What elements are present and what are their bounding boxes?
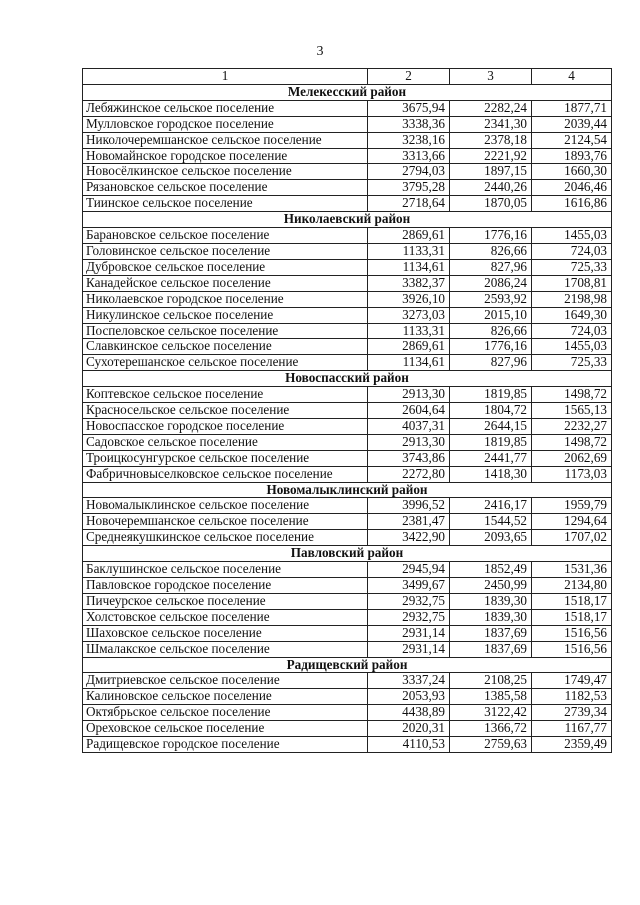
- value-cell-col3: 2093,65: [450, 530, 532, 546]
- settlement-name: Поспеловское сельское поселение: [83, 323, 368, 339]
- value-cell-col4: 1518,17: [532, 609, 612, 625]
- table-row: [83, 148, 612, 164]
- value-cell-col4: 1708,81: [532, 275, 612, 291]
- value-cell-col3: 1385,58: [450, 689, 532, 705]
- district-heading-row: [83, 212, 612, 228]
- value-cell-col4: 1518,17: [532, 593, 612, 609]
- value-cell-col3: 2221,92: [450, 148, 532, 164]
- settlement-name: Барановское сельское поселение: [83, 228, 368, 244]
- settlement-name: Садовское сельское поселение: [83, 434, 368, 450]
- value-cell-col3: 1819,85: [450, 434, 532, 450]
- value-cell-col3: 1837,69: [450, 641, 532, 657]
- district-heading-row: [83, 84, 612, 100]
- settlement-name: Николочеремшанское сельское поселение: [83, 132, 368, 148]
- value-cell-col3: 2644,15: [450, 418, 532, 434]
- table-row: [83, 323, 612, 339]
- column-number: 3: [450, 69, 532, 85]
- value-cell-col4: 1959,79: [532, 498, 612, 514]
- value-cell-col2: 1133,31: [368, 243, 450, 259]
- value-cell-col4: 1707,02: [532, 530, 612, 546]
- district-name: Мелекесский район: [83, 84, 612, 100]
- district-name: Новомалыклинский район: [83, 482, 612, 498]
- value-cell-col4: 2134,80: [532, 578, 612, 594]
- settlement-name: Калиновское сельское поселение: [83, 689, 368, 705]
- value-cell-col3: 2440,26: [450, 180, 532, 196]
- table-row: [83, 291, 612, 307]
- value-cell-col2: 2931,14: [368, 641, 450, 657]
- table-row: [83, 721, 612, 737]
- table-row: [83, 116, 612, 132]
- value-cell-col2: 3795,28: [368, 180, 450, 196]
- value-cell-col2: 3337,24: [368, 673, 450, 689]
- table-row: [83, 609, 612, 625]
- table-row: [83, 275, 612, 291]
- table-row: [83, 498, 612, 514]
- value-cell-col4: 1649,30: [532, 307, 612, 323]
- value-cell-col4: 1173,03: [532, 466, 612, 482]
- settlement-name: Коптевское сельское поселение: [83, 387, 368, 403]
- table-row: [83, 243, 612, 259]
- settlement-name: Пичеурское сельское поселение: [83, 593, 368, 609]
- table-row: [83, 339, 612, 355]
- settlement-name: Славкинское сельское поселение: [83, 339, 368, 355]
- table-row: [83, 387, 612, 403]
- value-cell-col4: 1498,72: [532, 387, 612, 403]
- value-cell-col3: 2015,10: [450, 307, 532, 323]
- value-cell-col4: 1516,56: [532, 625, 612, 641]
- settlement-name: Новомайнское городское поселение: [83, 148, 368, 164]
- table-row: [83, 259, 612, 275]
- value-cell-col4: 725,33: [532, 259, 612, 275]
- value-cell-col3: 1852,49: [450, 562, 532, 578]
- value-cell-col2: 3313,66: [368, 148, 450, 164]
- value-cell-col3: 2593,92: [450, 291, 532, 307]
- value-cell-col4: 1455,03: [532, 339, 612, 355]
- settlement-name: Холстовское сельское поселение: [83, 609, 368, 625]
- table-row: [83, 530, 612, 546]
- column-number-row: [83, 69, 612, 85]
- table-row: [83, 418, 612, 434]
- value-cell-col2: 2020,31: [368, 721, 450, 737]
- value-cell-col3: 2378,18: [450, 132, 532, 148]
- district-heading-row: [83, 546, 612, 562]
- table-row: [83, 466, 612, 482]
- settlement-name: Новочеремшанское сельское поселение: [83, 514, 368, 530]
- settlement-name: Шмалакское сельское поселение: [83, 641, 368, 657]
- value-cell-col3: 1819,85: [450, 387, 532, 403]
- value-cell-col3: 1870,05: [450, 196, 532, 212]
- settlement-name: Новомалыклинское сельское поселение: [83, 498, 368, 514]
- district-name: Новоспасский район: [83, 371, 612, 387]
- value-cell-col2: 2718,64: [368, 196, 450, 212]
- value-cell-col3: 1837,69: [450, 625, 532, 641]
- settlement-name: Среднеякушкинское сельское поселение: [83, 530, 368, 546]
- value-cell-col2: 2794,03: [368, 164, 450, 180]
- value-cell-col2: 3996,52: [368, 498, 450, 514]
- value-cell-col2: 3926,10: [368, 291, 450, 307]
- value-cell-col4: 1498,72: [532, 434, 612, 450]
- value-cell-col3: 1418,30: [450, 466, 532, 482]
- value-cell-col2: 3743,86: [368, 450, 450, 466]
- value-cell-col2: 3382,37: [368, 275, 450, 291]
- value-cell-col3: 2450,99: [450, 578, 532, 594]
- settlement-name: Радищевское городское поселение: [83, 737, 368, 753]
- tariff-table: [82, 68, 612, 753]
- column-number: 4: [532, 69, 612, 85]
- settlement-name: Баклушинское сельское поселение: [83, 562, 368, 578]
- value-cell-col2: 2932,75: [368, 593, 450, 609]
- value-cell-col3: 827,96: [450, 355, 532, 371]
- table-row: [83, 403, 612, 419]
- value-cell-col3: 2759,63: [450, 737, 532, 753]
- table-row: [83, 180, 612, 196]
- settlement-name: Красносельское сельское поселение: [83, 403, 368, 419]
- value-cell-col2: 2381,47: [368, 514, 450, 530]
- value-cell-col3: 2341,30: [450, 116, 532, 132]
- value-cell-col3: 1776,16: [450, 339, 532, 355]
- settlement-name: Лебяжинское сельское поселение: [83, 100, 368, 116]
- district-name: Радищевский район: [83, 657, 612, 673]
- value-cell-col4: 2232,27: [532, 418, 612, 434]
- value-cell-col3: 826,66: [450, 243, 532, 259]
- table-row: [83, 593, 612, 609]
- table-row: [83, 100, 612, 116]
- value-cell-col4: 2124,54: [532, 132, 612, 148]
- value-cell-col3: 827,96: [450, 259, 532, 275]
- value-cell-col3: 3122,42: [450, 705, 532, 721]
- table-row: [83, 355, 612, 371]
- value-cell-col3: 2416,17: [450, 498, 532, 514]
- value-cell-col3: 2108,25: [450, 673, 532, 689]
- settlement-name: Дмитриевское сельское поселение: [83, 673, 368, 689]
- table-row: [83, 514, 612, 530]
- value-cell-col4: 2198,98: [532, 291, 612, 307]
- settlement-name: Канадейское сельское поселение: [83, 275, 368, 291]
- value-cell-col2: 2932,75: [368, 609, 450, 625]
- page-number: 3: [316, 44, 324, 59]
- settlement-name: Рязановское сельское поселение: [83, 180, 368, 196]
- value-cell-col2: 2931,14: [368, 625, 450, 641]
- settlement-name: Новосёлкинское сельское поселение: [83, 164, 368, 180]
- value-cell-col2: 1133,31: [368, 323, 450, 339]
- settlement-name: Шаховское сельское поселение: [83, 625, 368, 641]
- value-cell-col4: 1531,36: [532, 562, 612, 578]
- value-cell-col2: 2913,30: [368, 387, 450, 403]
- value-cell-col4: 1565,13: [532, 403, 612, 419]
- table-row: [83, 578, 612, 594]
- district-name: Павловский район: [83, 546, 612, 562]
- table-row: [83, 673, 612, 689]
- district-name: Николаевский район: [83, 212, 612, 228]
- table-row: [83, 228, 612, 244]
- value-cell-col2: 3273,03: [368, 307, 450, 323]
- value-cell-col2: 2604,64: [368, 403, 450, 419]
- value-cell-col2: 2913,30: [368, 434, 450, 450]
- value-cell-col3: 1776,16: [450, 228, 532, 244]
- settlement-name: Новоспасское городское поселение: [83, 418, 368, 434]
- settlement-name: Сухотерешанское сельское поселение: [83, 355, 368, 371]
- table-row: [83, 737, 612, 753]
- table-row: [83, 562, 612, 578]
- table-row: [83, 689, 612, 705]
- value-cell-col2: 2869,61: [368, 228, 450, 244]
- district-heading-row: [83, 371, 612, 387]
- value-cell-col3: 1366,72: [450, 721, 532, 737]
- value-cell-col3: 1804,72: [450, 403, 532, 419]
- settlement-name: Фабричновыселковское сельское поселение: [83, 466, 368, 482]
- value-cell-col2: 4037,31: [368, 418, 450, 434]
- value-cell-col4: 724,03: [532, 323, 612, 339]
- table-row: [83, 132, 612, 148]
- column-number: 1: [83, 69, 368, 85]
- value-cell-col4: 1516,56: [532, 641, 612, 657]
- settlement-name: Троицкосунгурское сельское поселение: [83, 450, 368, 466]
- value-cell-col2: 2053,93: [368, 689, 450, 705]
- settlement-name: Дубровское сельское поселение: [83, 259, 368, 275]
- settlement-name: Мулловское городское поселение: [83, 116, 368, 132]
- value-cell-col3: 1839,30: [450, 609, 532, 625]
- settlement-name: Николаевское городское поселение: [83, 291, 368, 307]
- table-body: [83, 69, 612, 753]
- settlement-name: Никулинское сельское поселение: [83, 307, 368, 323]
- value-cell-col4: 1616,86: [532, 196, 612, 212]
- value-cell-col2: 2869,61: [368, 339, 450, 355]
- settlement-name: Ореховское сельское поселение: [83, 721, 368, 737]
- value-cell-col3: 826,66: [450, 323, 532, 339]
- value-cell-col2: 2272,80: [368, 466, 450, 482]
- district-heading-row: [83, 482, 612, 498]
- value-cell-col4: 2739,34: [532, 705, 612, 721]
- table-row: [83, 641, 612, 657]
- value-cell-col4: 1877,71: [532, 100, 612, 116]
- value-cell-col2: 1134,61: [368, 259, 450, 275]
- value-cell-col4: 725,33: [532, 355, 612, 371]
- value-cell-col2: 4438,89: [368, 705, 450, 721]
- value-cell-col3: 2441,77: [450, 450, 532, 466]
- settlement-name: Головинское сельское поселение: [83, 243, 368, 259]
- table-row: [83, 434, 612, 450]
- value-cell-col4: 1660,30: [532, 164, 612, 180]
- value-cell-col4: 1167,77: [532, 721, 612, 737]
- district-heading-row: [83, 657, 612, 673]
- value-cell-col4: 1893,76: [532, 148, 612, 164]
- value-cell-col4: 2046,46: [532, 180, 612, 196]
- table-row: [83, 307, 612, 323]
- settlement-name: Октябрьское сельское поселение: [83, 705, 368, 721]
- value-cell-col4: 1749,47: [532, 673, 612, 689]
- value-cell-col2: 3675,94: [368, 100, 450, 116]
- value-cell-col3: 1544,52: [450, 514, 532, 530]
- value-cell-col4: 1182,53: [532, 689, 612, 705]
- column-number: 2: [368, 69, 450, 85]
- value-cell-col4: 1294,64: [532, 514, 612, 530]
- settlement-name: Павловское городское поселение: [83, 578, 368, 594]
- value-cell-col2: 3338,36: [368, 116, 450, 132]
- value-cell-col3: 2086,24: [450, 275, 532, 291]
- table-row: [83, 196, 612, 212]
- value-cell-col2: 3238,16: [368, 132, 450, 148]
- value-cell-col2: 3422,90: [368, 530, 450, 546]
- value-cell-col3: 1897,15: [450, 164, 532, 180]
- value-cell-col2: 2945,94: [368, 562, 450, 578]
- settlement-name: Тиинское сельское поселение: [83, 196, 368, 212]
- value-cell-col4: 724,03: [532, 243, 612, 259]
- value-cell-col4: 2359,49: [532, 737, 612, 753]
- value-cell-col2: 1134,61: [368, 355, 450, 371]
- value-cell-col4: 1455,03: [532, 228, 612, 244]
- value-cell-col3: 2282,24: [450, 100, 532, 116]
- table-row: [83, 705, 612, 721]
- table-row: [83, 450, 612, 466]
- value-cell-col3: 1839,30: [450, 593, 532, 609]
- value-cell-col2: 3499,67: [368, 578, 450, 594]
- value-cell-col2: 4110,53: [368, 737, 450, 753]
- table-row: [83, 164, 612, 180]
- value-cell-col4: 2062,69: [532, 450, 612, 466]
- value-cell-col4: 2039,44: [532, 116, 612, 132]
- table-row: [83, 625, 612, 641]
